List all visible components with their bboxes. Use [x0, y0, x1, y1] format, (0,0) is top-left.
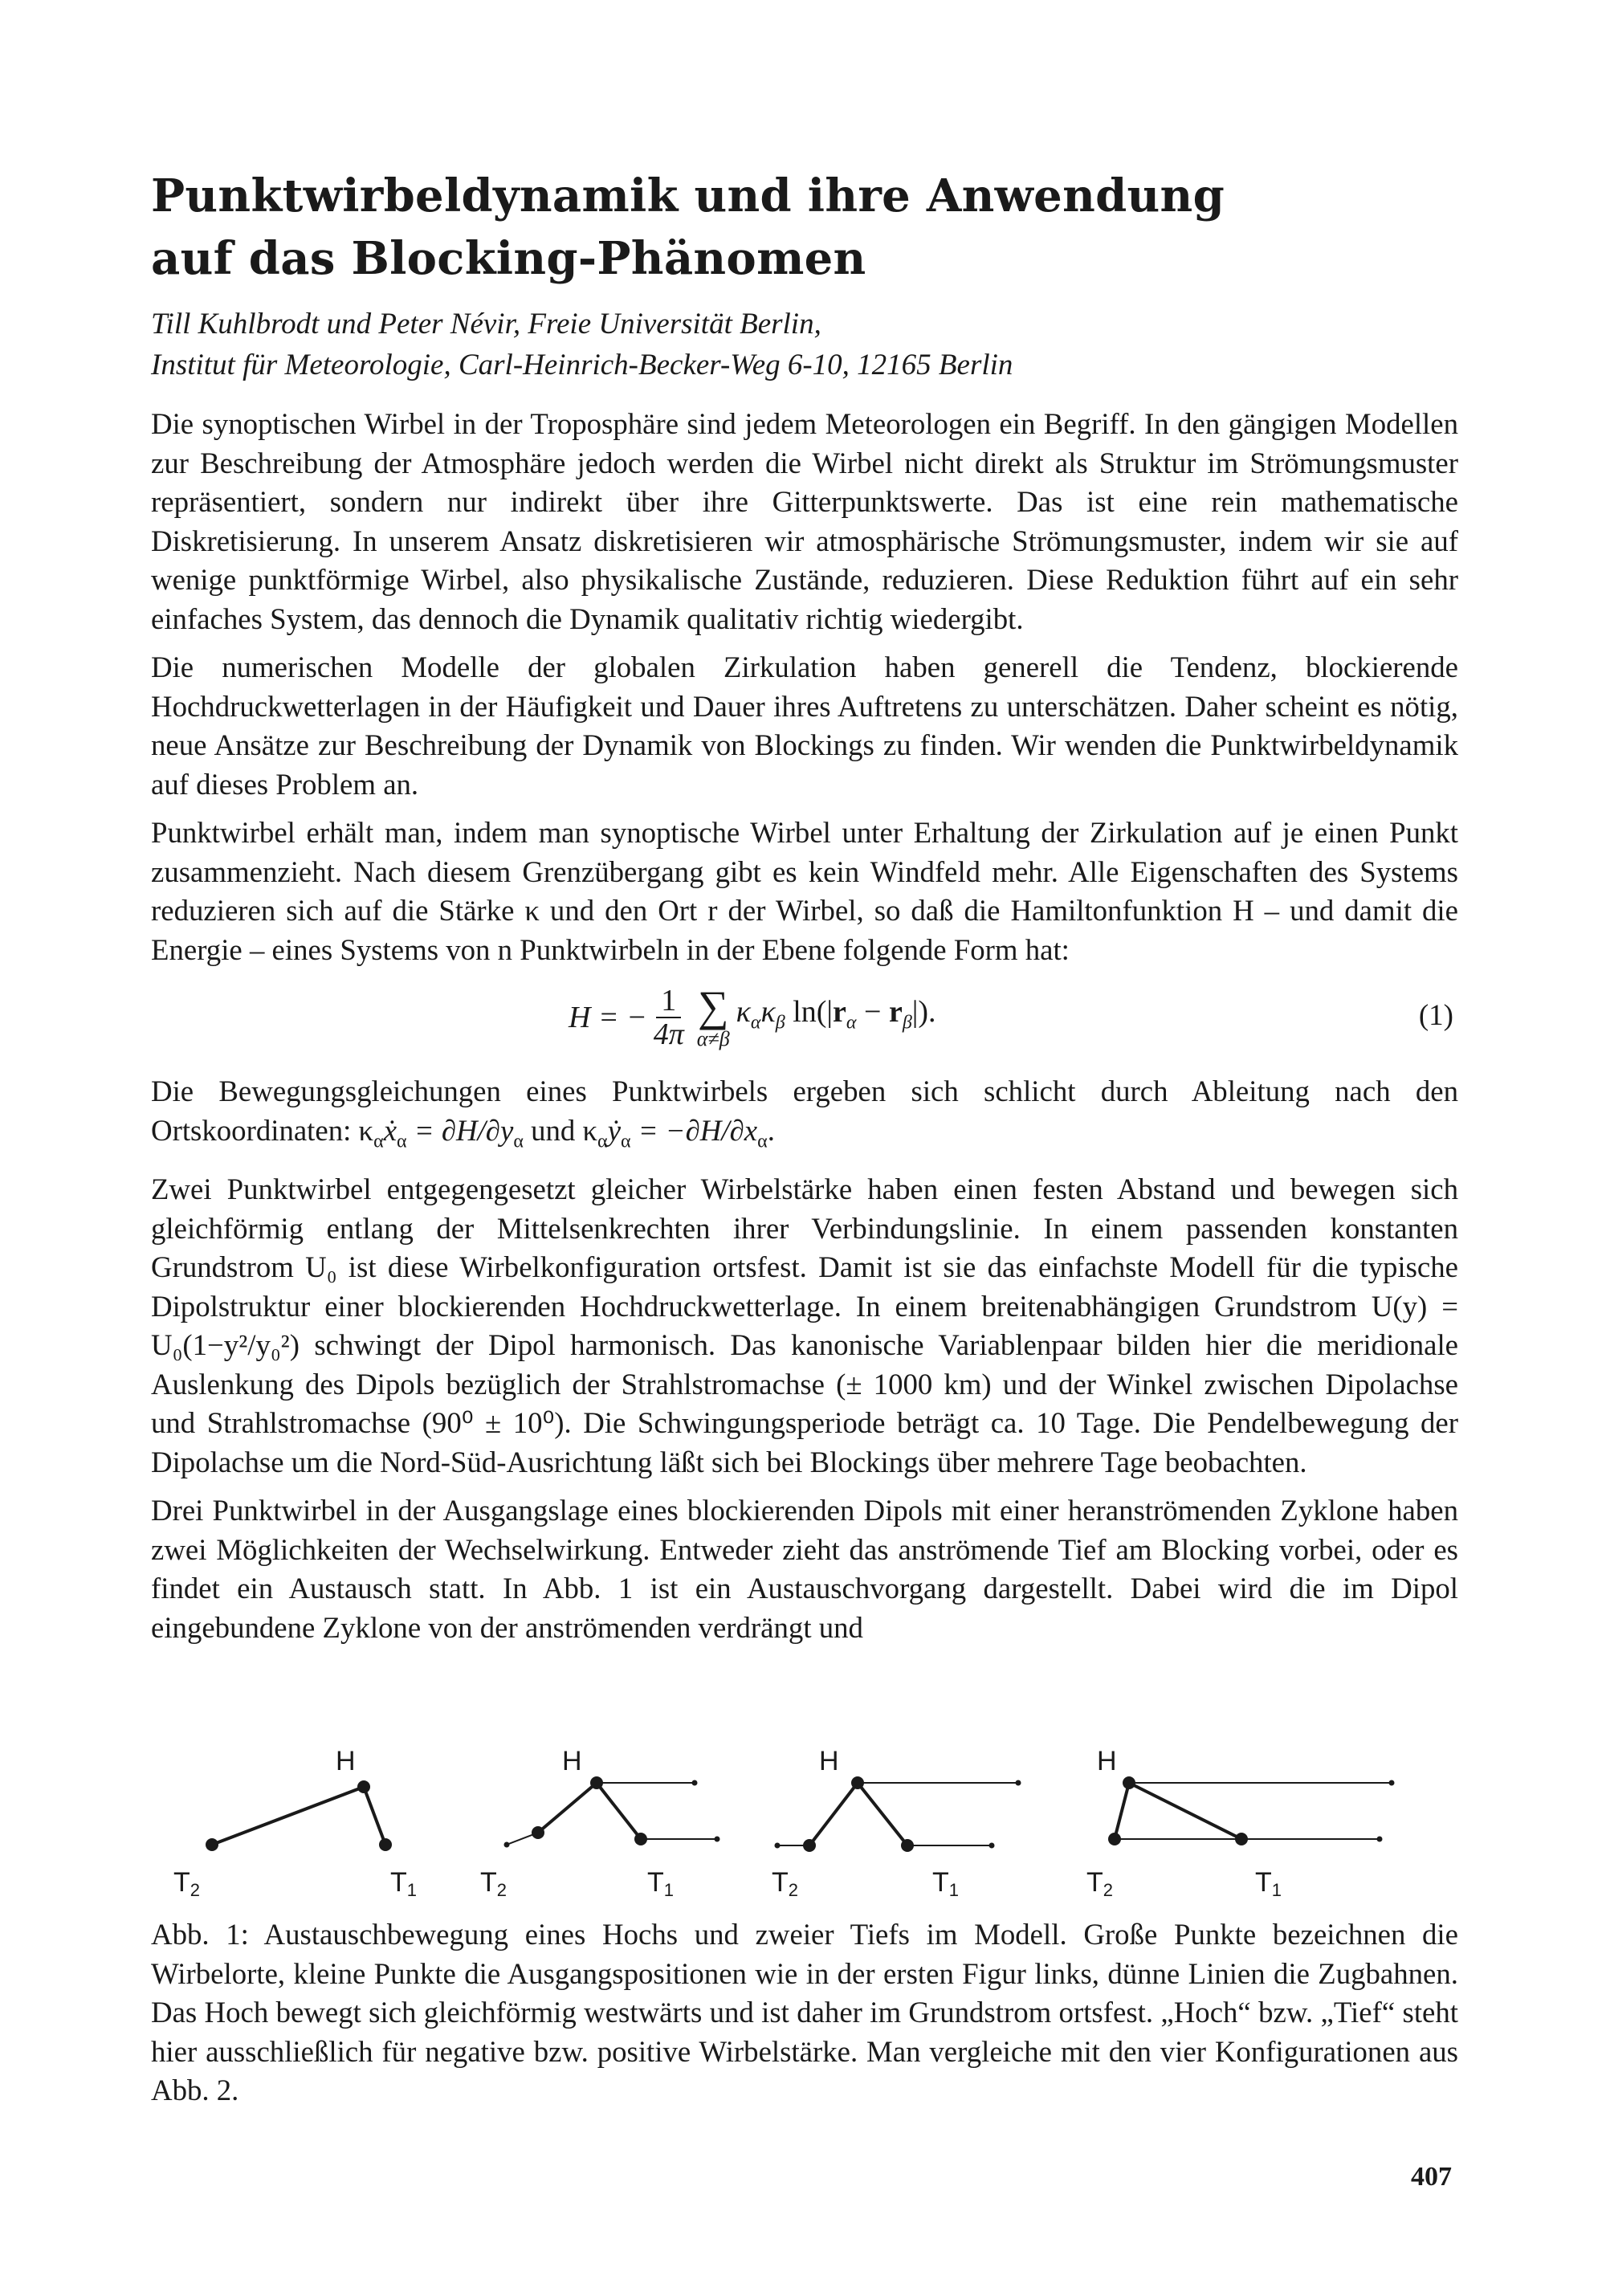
- figure-panel-1: [173, 1746, 417, 1899]
- equation-number: (1): [1418, 999, 1453, 1032]
- panel-2-t1-label: T1: [647, 1867, 675, 1899]
- figure-panel-3: [772, 1746, 1021, 1899]
- sum-subscript: α≠β: [696, 1027, 730, 1050]
- article-body: [151, 405, 1458, 1657]
- panel-1-t1-label: T1: [390, 1867, 418, 1899]
- title-line-1: Punktwirbeldynamik und ihre Anwendung: [151, 169, 1225, 222]
- paragraph-1: Die synoptischen Wirbel in der Troposphäre sind jedem Meteorologen ein Begriff. In den gängigen Modellen zur Beschreibung der Atmosphäre jedoch werden die Wirbel nicht direkt als Struktur im Strömungsmuster repräsentiert, sondern nur indirekt über ihre Gitterpunktswerte. Das ist eine rein mathematische Diskretisierung. In unserem Ansatz diskretisieren wir atmosphärische Strömungsmuster, indem wir sie auf wenige punktförmige Wirbel, also physikalische Zustände, reduzieren. Diese Reduktion führt auf ein sehr einfaches System, das dennoch die Dynamik qualitativ richtig wiedergibt.: [151, 407, 1458, 635]
- panel-3-dipole-left: [809, 1783, 858, 1845]
- equation-fraction: [654, 985, 684, 1050]
- sum-symbol: ∑: [697, 982, 729, 1030]
- panel-2-t1-start: [715, 1837, 720, 1842]
- panel-4-h-label: H: [1097, 1746, 1117, 1776]
- panel-3-t1-start: [989, 1843, 995, 1849]
- equation-rhs: $\kappa_\alpha\kappa_\beta$ $\ln(|r_\alpha - r_\beta|)$.: [736, 994, 936, 1034]
- panel-1-t2-h-link: [212, 1787, 364, 1845]
- hamiltonian-formula: [569, 973, 936, 1062]
- panel-3-dipole-right: [858, 1783, 907, 1845]
- panel-3-h-vortex: [851, 1776, 864, 1789]
- fraction-numerator: 1: [656, 985, 681, 1018]
- figure-1-vortex-exchange: [151, 1735, 1436, 1899]
- panel-1-dipole-axis: [364, 1787, 385, 1845]
- paragraph-3: Punktwirbel erhält man, indem man synoptische Wirbel unter Erhaltung der Zirkulation auf je einen Punkt zusammenzieht. Nach diesem Grenzübergang gibt es kein Windfeld mehr. Alle Eigenschaften des Systems reduzieren sich auf die Stärke κ und den Ort r der Wirbel, so daß die Hamiltonfunktion H – und damit die Energie – eines Systems von n Punktwirbeln in der Ebene folgende Form hat:: [151, 816, 1458, 966]
- panel-4-dipole-left: [1115, 1783, 1129, 1839]
- panel-2-dipole-right: [597, 1783, 641, 1839]
- panel-3-t1-label: T1: [932, 1867, 960, 1899]
- author-line-1: Till Kuhlbrodt und Peter Névir, Freie Universität Berlin,: [151, 308, 821, 341]
- author-affiliation: [151, 304, 1476, 385]
- equation-1: [151, 973, 1458, 1062]
- paragraph-5: Zwei Punktwirbel entgegengesetzt gleicher Wirbelstärke haben einen festen Abstand und bewegen sich gleichförmig entlang der Mittelsenkrechten ihrer Verbindungslinie. In einem passenden konstanten Grundstrom U₀ ist diese Wirbelkonfiguration ortsfest. Damit ist sie das einfachste Modell für die typische Dipolstruktur einer blockierenden Hochdruckwetterlage. In einem breitenabhängigen Grundstrom U(y) = U₀(1−y²/y₀²) schwingt der Dipol harmonisch. Das kanonische Variablenpaar bilden hier die meridionale Auslenkung des Dipols bezüglich der Strahlstromachse (± 1000 km) und der Winkel zwischen Dipolachse und Strahlstromachse (90⁰ ± 10⁰). Die Schwingungsperiode beträgt ca. 10 Tage. Die Pendelbewegung der Dipolachse um die Nord-Süd-Ausrichtung läßt sich bei Blockings über mehrere Tage beobachten.: [151, 1172, 1458, 1478]
- panel-2-h-label: H: [562, 1746, 582, 1776]
- article-title: [151, 165, 1476, 290]
- panel-4-t1-start: [1377, 1837, 1383, 1842]
- summation: [696, 982, 730, 1050]
- fraction-denominator: 4π: [653, 1017, 684, 1051]
- panel-1-h-label: H: [336, 1746, 356, 1776]
- paragraph-6: Drei Punktwirbel in der Ausgangslage eines blockierenden Dipols mit einer heranströmenden Zyklone haben zwei Möglichkeiten der Wechselwirkung. Entweder zieht das anströmende Tief am Blocking vorbei, oder es findet ein Austausch statt. In Abb. 1 ist ein Austauschvorgang dargestellt. Dabei wird die im Dipol eingebundene Zyklone von der anströmenden verdrängt und: [151, 1494, 1458, 1644]
- paragraph-4: Die Bewegungsgleichungen eines Punktwirbels ergeben sich schlicht durch Ableitung nach den Ortskoordinaten: $\kappa_\alpha ẋ_\alpha = \partial H/\partial y_\alpha$ und $\kappa_\alpha ẏ_\alpha = -\partial H/\partial x_\alpha$.: [151, 1075, 1458, 1152]
- equation-lhs: H = −: [569, 1000, 647, 1034]
- title-line-2: auf das Blocking-Phänomen: [151, 232, 866, 285]
- panel-4-t2-label: T2: [1086, 1867, 1114, 1899]
- panel-1-t2-label: T2: [173, 1867, 201, 1899]
- panel-4-t1-vortex: [1235, 1833, 1248, 1845]
- panel-1-h-vortex: [357, 1780, 370, 1793]
- panel-3-h-label: H: [819, 1746, 839, 1776]
- panel-2-h-start: [692, 1780, 698, 1786]
- panel-2-t1-vortex: [634, 1833, 647, 1845]
- panel-4-h-start: [1389, 1780, 1395, 1786]
- panel-4-dipole-right: [1129, 1783, 1241, 1839]
- figure-panel-2: [480, 1746, 720, 1899]
- panel-3-t2-label: T2: [772, 1867, 799, 1899]
- panel-2-h-vortex: [590, 1776, 603, 1789]
- page-number: 407: [1411, 2162, 1452, 2192]
- panel-3-t2-start: [775, 1843, 781, 1849]
- panel-1-t2-vortex: [206, 1838, 218, 1851]
- figure-panel-4: [1086, 1746, 1395, 1899]
- panel-2-t2-start: [504, 1842, 510, 1848]
- panel-4-h-vortex: [1123, 1776, 1135, 1789]
- paragraph-2: Die numerischen Modelle der globalen Zirkulation haben generell die Tendenz, blockierende Hochdruckwetterlagen in der Häufigkeit und Dauer ihres Auftretens zu unterschätzen. Daher scheint es nötig, neue Ansätze zur Beschreibung der Dynamik von Blockings zu finden. Wir wenden die Punktwirbeldynamik auf dieses Problem an.: [151, 650, 1458, 801]
- panel-1-t1-vortex: [379, 1838, 392, 1851]
- panel-2-dipole-left: [538, 1783, 597, 1833]
- panel-3-t1-vortex: [901, 1839, 914, 1852]
- panel-2-t2-label: T2: [480, 1867, 507, 1899]
- panel-2-t2-vortex: [532, 1826, 544, 1839]
- panel-4-t2-vortex: [1108, 1833, 1121, 1845]
- panel-3-t2-vortex: [803, 1839, 816, 1852]
- panel-3-h-start: [1016, 1780, 1021, 1786]
- panel-4-t1-label: T1: [1255, 1867, 1282, 1899]
- figure-1-caption: Abb. 1: Austauschbewegung eines Hochs und zweier Tiefs im Modell. Große Punkte bezeichnen die Wirbelorte, kleine Punkte die Ausgangspositionen wie in der ersten Figur links, dünne Linien die Zugbahnen. Das Hoch bewegt sich gleichförmig westwärts und ist daher im Grundstrom ortsfest. „Hoch“ bzw. „Tief“ steht hier ausschließlich für negative bzw. positive Wirbelstärke. Man vergleiche mit den vier Konfigurationen aus Abb. 2.: [151, 1918, 1458, 2106]
- author-line-2: Institut für Meteorologie, Carl-Heinrich-Becker-Weg 6-10, 12165 Berlin: [151, 349, 1013, 381]
